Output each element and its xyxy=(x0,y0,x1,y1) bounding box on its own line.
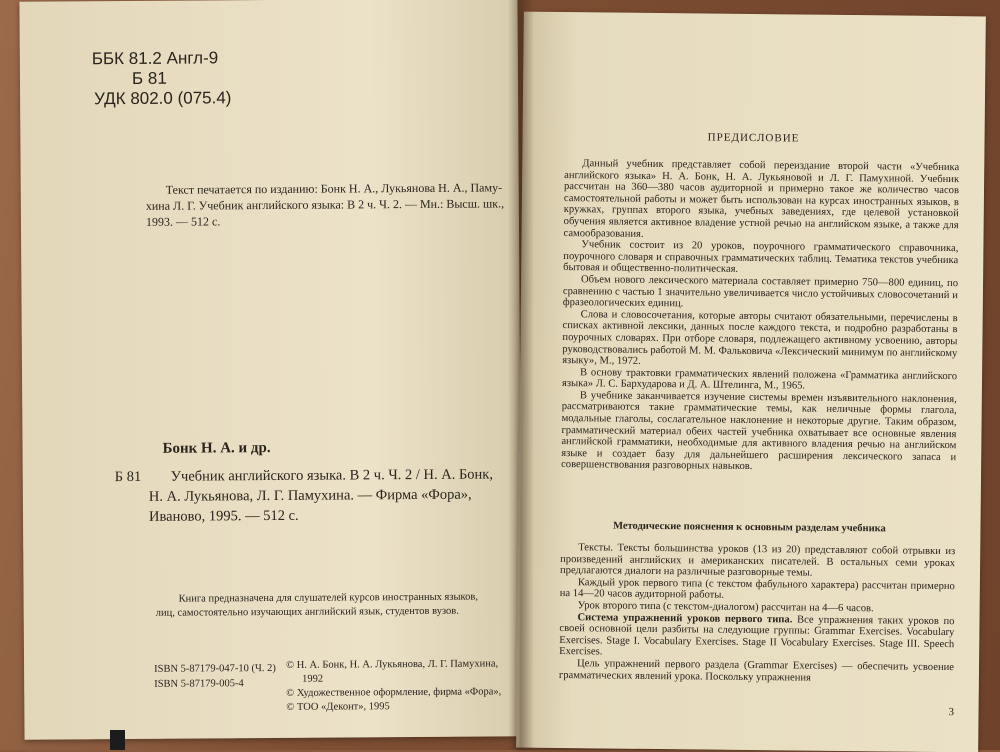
book-gutter xyxy=(508,0,534,750)
catalog-code: Б 81 xyxy=(114,468,142,486)
bbk-line-1: ББК 81.2 Англ-9 xyxy=(91,48,219,69)
copyright-line-2: 1992 xyxy=(302,673,324,685)
method-paragraph-2: Каждый урок первого типа (с текстом фабульного характера) рассчитан примерно на 14—20 часов аудиторной работы. xyxy=(559,576,955,602)
isbn-line-2: ISBN 5-87179-005-4 xyxy=(154,678,244,690)
system-paragraph xyxy=(559,612,954,663)
annotation-line-2: лиц, самостоятельно изучающих английский язык, студентов вузов. xyxy=(155,605,459,619)
last-paragraph: Цель упражнений первого раздела (Grammar Exercises) — обеспечить усвоение грамматических явлений урока. Поскольку упражнения xyxy=(558,658,955,684)
preface-heading: ПРЕДИСЛОВИЕ xyxy=(707,131,800,145)
preface-paragraph-5: В основу трактовки грамматических явлений положена «Грамматика английского языка» Л. С. Бархударова и Д. А. Штелинга, М., 1965. xyxy=(561,366,958,392)
preface-paragraph-3: Объем нового лексического материала составляет примерно 750—800 единиц, по сравнению с частью 1 значительно увеличивается число устойчивых словосочетаний и фразеологических единиц. xyxy=(562,274,959,310)
copyright-line-1: © Н. А. Бонк, Н. А. Лукьянова, Л. Г. Памухина, xyxy=(286,658,499,671)
preface-paragraph-2: Учебник состоит из 20 уроков, поурочного грамматического справочника, поурочного словаря и справочных грамматических таблиц. Тематика текстов учебника бытовая и общественно-политическая. xyxy=(563,239,959,276)
method-body xyxy=(559,542,955,685)
catalog-line-1: Учебник английского языка. В 2 ч. Ч. 2 / Н. А. Бонк, xyxy=(170,466,494,485)
method-subheading: Методические пояснения к основным разделам учебника xyxy=(613,520,886,535)
isbn-line-1: ISBN 5-87179-047-10 (Ч. 2) xyxy=(154,662,276,675)
source-note-line-3: 1993. — 512 с. xyxy=(145,214,221,229)
page-number: 3 xyxy=(948,706,955,719)
catalog-line-3: Иваново, 1995. — 512 с. xyxy=(148,507,299,525)
right-page xyxy=(516,12,986,752)
preface-body xyxy=(561,158,959,475)
copyright-line-4: © ТОО «Деконт», 1995 xyxy=(286,701,390,713)
catalog-line-2: Н. А. Лукьянова, Л. Г. Памухина. — Фирма «Фора», xyxy=(148,486,472,505)
system-heading: Система упражнений уроков первого типа. xyxy=(577,611,793,626)
annotation-line-1: Книга предназначена для слушателей курсов иностранных языков, xyxy=(178,591,478,605)
method-paragraph-1: Тексты. Тексты большинства уроков (13 из 20) представляют собой отрывки из произведений английских и американских писателей. В остальных семи уроках предлагаются диалоги на различные разговорные темы. xyxy=(559,542,956,579)
source-note-line-1: Текст печатается по изданию: Бонк Н. А., Лукьянова Н. А., Паму- xyxy=(165,180,503,197)
bbk-line-2: Б 81 xyxy=(131,68,167,88)
author-heading: Бонк Н. А. и др. xyxy=(162,440,271,457)
method-paragraph-3: Урок второго типа (с текстом-диалогом) рассчитан на 4—6 часов. xyxy=(577,600,874,615)
udk-line: УДК 802.0 (075.4) xyxy=(94,88,232,109)
copyright-line-3: © Художественное оформление, фирма «Фора», xyxy=(286,686,502,699)
source-note-line-2: хина Л. Г. Учебник английского языка: В 2 ч. Ч. 2. — Мн.: Высш. шк., xyxy=(145,196,505,213)
preface-paragraph-4: Слова и словосочетания, которые авторы считают обязательными, перечислены в списках активной лексики, данных после каждого текста, и подробно разработаны в поурочных словарях. При отборе словаря, подлежащего активному усвоению, авторы руководствовались работой М. М. Фальковича «Лексический минимум по английскому языку», М., 1972. xyxy=(562,308,958,367)
preface-paragraph-6: В учебнике заканчивается изучение системы времен изъявительного наклонения, рассматриваются такие грамматические темы, как неличные формы глагола, модальные глаголы, сослагательное наклонение и некоторые другие. Таким образом, грамматический материал обеих частей учебника охватывает все основные явления английской грамматики, необходимые для активного владения речью на английском языке и создает базу для дальнейшего расширения лексического запаса и совершенствования разговорных навыков. xyxy=(561,390,957,473)
system-text: Все упражнения таких уроков по своей основной цели разбиты на следующие группы: Grammar Exercises. Vocabulary Exercises. Stage I. Vocabulary Exercises. Stage II Vocabulary Exercises. Stage III. Speech Exercises. xyxy=(559,614,955,658)
book-cover-edge xyxy=(110,730,125,750)
preface-paragraph-1: Данный учебник представляет собой переиздание второй части «Учебника английского языка» Н. А. Бонк, Н. А. Лукьяновой и Л. Г. Памухиной. Учебник рассчитан на 360—380 часов аудиторной и примерно такое же количество часов самостоятельной работы и может быть использован на курсах иностранных языков, в кружках, группах второго языка, учебных заведениях, где целевой установкой обучения является активное владение устной речью на английском языке, а также для самообразования. xyxy=(563,158,960,240)
left-page xyxy=(19,0,522,740)
